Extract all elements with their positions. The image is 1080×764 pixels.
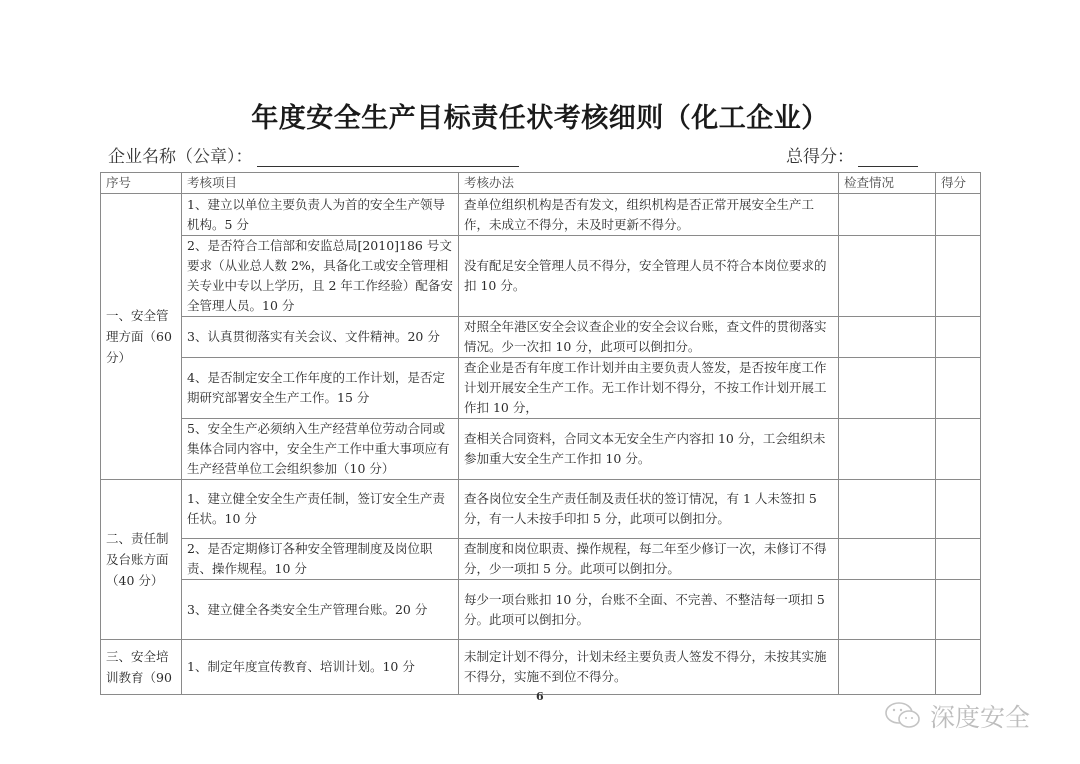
section-label: 二、责任制及台账方面（40 分） [101,480,182,640]
check-cell[interactable] [839,580,936,640]
method-cell: 对照全年港区安全会议查企业的安全会议台账，查文件的贯彻落实情况。少一次扣 10 分，此项可以倒扣分。 [459,317,839,358]
table-header-row [101,173,981,194]
company-name-field [108,142,519,167]
assessment-table [100,172,981,695]
method-cell: 没有配足安全管理人员不得分，安全管理人员不符合本岗位要求的扣 10 分。 [459,236,839,317]
check-cell[interactable] [839,358,936,419]
item-cell: 1、建立以单位主要负责人为首的安全生产领导机构。5 分 [182,194,459,236]
total-score-field [786,142,918,167]
document-title: 年度安全生产目标责任状考核细则（化工企业） [251,103,829,134]
header-score: 得分 [936,173,981,194]
score-cell[interactable] [936,480,981,539]
header-check: 检查情况 [839,173,936,194]
item-cell: 4、是否制定安全工作年度的工作计划，是否定期研究部署安全生产工作。15 分 [182,358,459,419]
check-cell[interactable] [839,194,936,236]
item-cell: 3、建立健全各类安全生产管理台账。20 分 [182,580,459,640]
table-row [101,419,981,480]
score-cell[interactable] [936,539,981,580]
check-cell[interactable] [839,317,936,358]
table-row [101,640,981,695]
item-cell: 2、是否符合工信部和安监总局[2010]186 号文要求（从业总人数 2%，具备化工或安全管理相关专业中专以上学历，且 2 年工作经验）配备安全管理人员。10 分 [182,236,459,317]
watermark [884,698,1030,734]
score-cell[interactable] [936,640,981,695]
check-cell[interactable] [839,480,936,539]
method-cell: 查相关合同资料，合同文本无安全生产内容扣 10 分，工会组织未参加重大安全生产工作扣 10 分。 [459,419,839,480]
method-cell: 查企业是否有年度工作计划并由主要负责人签发，是否按年度工作计划开展安全生产工作。无工作计划不得分，不按工作计划开展工作扣 10 分， [459,358,839,419]
header-method: 考核办法 [459,173,839,194]
score-cell[interactable] [936,419,981,480]
watermark-text: 深度安全 [930,703,1031,732]
header-item: 考核项目 [182,173,459,194]
total-score-blank[interactable] [858,148,918,167]
table-row [101,580,981,640]
score-cell[interactable] [936,317,981,358]
table-row [101,539,981,580]
item-cell: 3、认真贯彻落实有关会议、文件精神。20 分 [182,317,459,358]
item-cell: 5、安全生产必须纳入生产经营单位劳动合同或集体合同内容中，安全生产工作中重大事项应有生产经营单位工会组织参加（10 分） [182,419,459,480]
header-index: 序号 [101,173,182,194]
table-row [101,317,981,358]
method-cell: 每少一项台账扣 10 分，台账不全面、不完善、不整洁每一项扣 5 分。此项可以倒扣分。 [459,580,839,640]
score-cell[interactable] [936,580,981,640]
method-cell: 未制定计划不得分，计划未经主要负责人签发不得分，未按其实施不得分，实施不到位不得分。 [459,640,839,695]
table-row [101,480,981,539]
item-cell: 1、建立健全安全生产责任制，签订安全生产责任状。10 分 [182,480,459,539]
item-cell: 1、制定年度宣传教育、培训计划。10 分 [182,640,459,695]
table-row [101,358,981,419]
page-number: 6 [536,690,544,703]
score-cell[interactable] [936,358,981,419]
item-cell: 2、是否定期修订各种安全管理制度及岗位职责、操作规程。10 分 [182,539,459,580]
check-cell[interactable] [839,640,936,695]
total-score-label: 总得分： [786,147,854,167]
section-label: 三、安全培训教育（90 [101,640,182,695]
section-label: 一、安全管理方面（60分） [101,194,182,480]
method-cell: 查单位组织机构是否有发文，组织机构是否正常开展安全生产工作，未成立不得分，未及时更新不得分。 [459,194,839,236]
score-cell[interactable] [936,236,981,317]
company-name-label: 企业名称（公章）： [108,147,253,167]
method-cell: 查各岗位安全生产责任制及责任状的签订情况，有 1 人未签扣 5 分，有一人未按手印扣 5 分，此项可以倒扣分。 [459,480,839,539]
wechat-icon [884,701,924,731]
check-cell[interactable] [839,539,936,580]
check-cell[interactable] [839,419,936,480]
table-row [101,236,981,317]
score-cell[interactable] [936,194,981,236]
table-row [101,194,981,236]
check-cell[interactable] [839,236,936,317]
method-cell: 查制度和岗位职责、操作规程，每二年至少修订一次，未修订不得分，少一项扣 5 分。此项可以倒扣分。 [459,539,839,580]
company-name-blank[interactable] [257,148,519,167]
